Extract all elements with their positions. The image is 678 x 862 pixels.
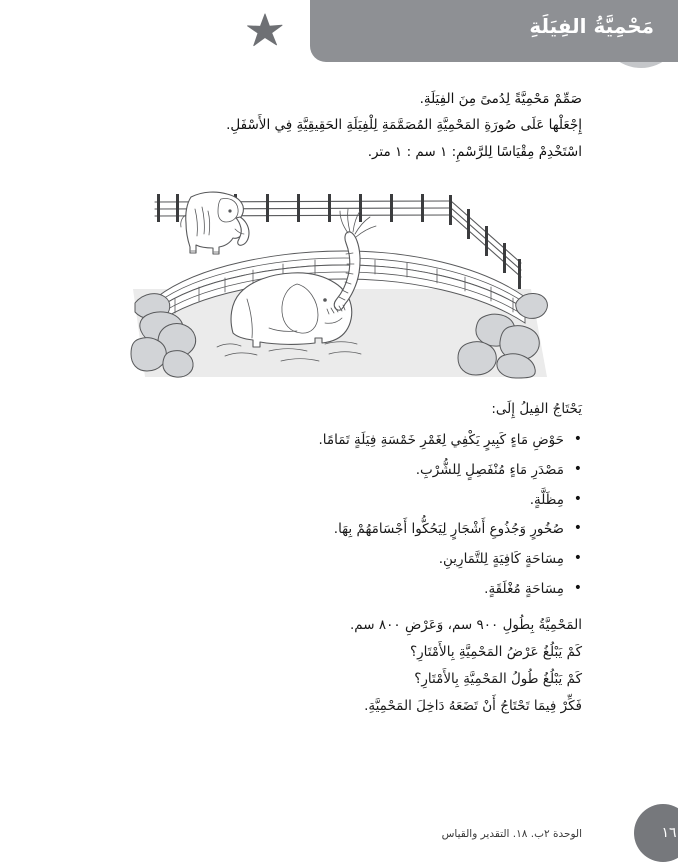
needs-intro-line: يَحْتَاجُ الفِيلُ إِلَى:	[491, 400, 582, 417]
list-item: • صُخُورٍ وَجُذُوعِ أَشْجَارٍ لِيَحُكُّوا أَجْسَامَهُمْ بِهَا.	[96, 517, 582, 542]
page-title: مَحْمِيَّةُ الفِيَلَةِ	[529, 14, 654, 38]
needs-list	[96, 428, 582, 603]
list-item: • مِسَاحَةٍ مُغْلَقَةٍ.	[96, 577, 582, 602]
page-number-badge: ١٦	[634, 804, 678, 862]
question-width: كَمْ يَبْلُغُ عَرْضُ المَحْمِيَّةِ بِالأَمْتَارِ؟	[409, 644, 582, 661]
unit-label: الوحدة ٢ب. ١٨. التقدير والقياس	[441, 828, 582, 840]
question-contents: فَكِّرْ فِيمَا تَحْتَاجُ أَنْ تَضَعَهُ دَاخِلَ المَحْمِيَّةِ.	[364, 698, 582, 715]
intro-line: إِجْعَلْها عَلَى صُورَةِ المَحْمِيَّةِ المُصَمَّمَةِ لِلْفِيَلَةِ الحَقِيقِيَّةِ فِي الأَسْفَلِ.	[226, 117, 582, 134]
star-icon	[245, 11, 285, 51]
page-header	[0, 0, 678, 92]
needs-section	[96, 397, 582, 602]
questions-section	[96, 612, 582, 720]
elephant-enclosure-illustration	[129, 181, 549, 379]
intro-line: صَمِّمْ مَحْمِيَّةً لِدُمىً مِنَ الفِيَلَةِ.	[419, 91, 582, 107]
list-item: • مَصْدَرِ مَاءٍ مُنْفَصِلٍ لِلشُّرْبِ.	[96, 458, 582, 483]
page-footer	[0, 800, 678, 856]
intro-line: اسْتَخْدِمْ مِقْيَاسًا لِلرَّسْمِ: ١ سم : ١ متر.	[367, 143, 582, 160]
question-length: كَمْ يَبْلُغُ طُولُ المَحْمِيَّةِ بِالأَمْتَارِ؟	[414, 671, 582, 688]
list-item: • مِسَاحَةٍ كَافِيَةٍ لِلتَّمَارِينِ.	[96, 547, 582, 572]
list-item: • حَوْضِ مَاءٍ كَبِيرٍ يَكْفِي لِغَمْرِ خَمْسَةِ فِيَلَةٍ تَمَامًا.	[96, 428, 582, 453]
page-content	[0, 86, 678, 720]
list-item: • مِظَلَّةٍ.	[96, 488, 582, 513]
intro-paragraph	[96, 86, 582, 165]
dimensions-statement: المَحْمِيَّةُ بِطُولِ ٩٠٠ سم، وَعَرْضِ ٨٠٠ سم.	[350, 617, 582, 634]
